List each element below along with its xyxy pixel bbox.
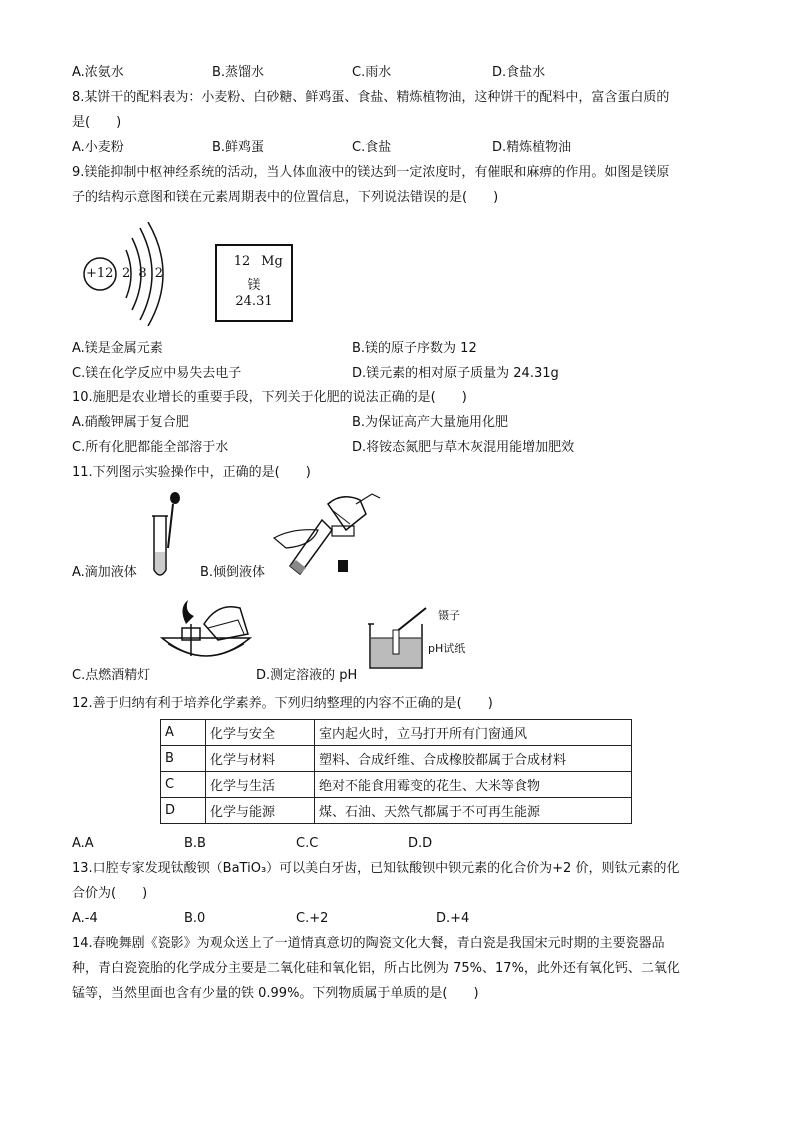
row-key: D bbox=[161, 798, 206, 824]
q13-option-c: C.+2 bbox=[296, 911, 329, 926]
q9-stem-line2: 子的结构示意图和镁在元素周期表中的位置信息，下列说法错误的是( ) bbox=[72, 190, 499, 205]
q14-stem-line3: 锰等，当然里面也含有少量的铁 0.99%。下列物质属于单质的是( ) bbox=[72, 986, 479, 1001]
q12-option-d: D.D bbox=[408, 836, 433, 851]
row-topic: 化学与生活 bbox=[206, 772, 315, 798]
ph-test-illustration bbox=[366, 604, 436, 670]
q9-option-c: C.镁在化学反应中易失去电子 bbox=[72, 366, 242, 381]
q12-option-b: B.B bbox=[184, 836, 206, 851]
row-content: 室内起火时，立马打开所有门窗通风 bbox=[315, 720, 632, 746]
q13-option-d: D.+4 bbox=[436, 911, 470, 926]
q13-option-b: B.0 bbox=[184, 911, 206, 926]
q9-option-d: D.镁元素的相对原子质量为 24.31g bbox=[352, 366, 559, 381]
q8-option-a: A.小麦粉 bbox=[72, 140, 124, 155]
dropper-test-tube-illustration bbox=[148, 490, 188, 582]
q7-option-d: D.食盐水 bbox=[492, 65, 546, 80]
periodic-table-cell bbox=[215, 244, 293, 322]
row-key: B bbox=[161, 746, 206, 772]
q8-stem-line2: 是( ) bbox=[72, 115, 122, 130]
q7-option-c: C.雨水 bbox=[352, 65, 392, 80]
pouring-liquid-illustration bbox=[272, 490, 384, 578]
q9-option-a: A.镁是金属元素 bbox=[72, 341, 163, 356]
row-key: A bbox=[161, 720, 206, 746]
cell-atomic-number: 12 bbox=[233, 254, 251, 269]
q12-summary-table bbox=[160, 719, 632, 824]
table-row bbox=[161, 772, 632, 798]
q9-stem-line1: 9.镁能抑制中枢神经系统的活动，当人体血液中的镁达到一定浓度时，有催眠和麻痹的作用。如图是镁原 bbox=[72, 165, 670, 180]
q7-option-a: A.浓氨水 bbox=[72, 65, 124, 80]
atom-nucleus-charge: +12 bbox=[86, 266, 114, 281]
q11-stem: 11.下列图示实验操作中，正确的是( ) bbox=[72, 465, 311, 480]
q14-stem-line1: 14.春晚舞剧《瓷影》为观众送上了一道情真意切的陶瓷文化大餐，青白瓷是我国宋元时期的主要瓷器品 bbox=[72, 936, 665, 951]
row-content: 塑料、合成纤维、合成橡胶都属于合成材料 bbox=[315, 746, 632, 772]
label-tweezers: 镊子 bbox=[438, 609, 460, 622]
q13-stem-line2: 合价为( ) bbox=[72, 886, 148, 901]
q10-option-b: B.为保证高产大量施用化肥 bbox=[352, 415, 509, 430]
q14-stem-line2: 种，青白瓷瓷胎的化学成分主要是二氧化硅和氧化铝，所占比例为 75%、17%，此外还有氧化钙、二氧化 bbox=[72, 961, 680, 976]
q8-stem-line1: 8.某饼干的配料表为：小麦粉、白砂糖、鲜鸡蛋、食盐、精炼植物油，这种饼干的配料中，富含蛋白质的 bbox=[72, 90, 670, 105]
q7-option-b: B.蒸馏水 bbox=[212, 65, 265, 80]
cell-symbol: Mg bbox=[261, 254, 283, 269]
table-row bbox=[161, 720, 632, 746]
q12-option-a: A.A bbox=[72, 836, 94, 851]
table-row bbox=[161, 798, 632, 824]
row-topic: 化学与能源 bbox=[206, 798, 315, 824]
row-content: 煤、石油、天然气都属于不可再生能源 bbox=[315, 798, 632, 824]
cell-atomic-mass: 24.31 bbox=[235, 294, 273, 309]
row-topic: 化学与材料 bbox=[206, 746, 315, 772]
label-ph-paper: pH试纸 bbox=[428, 642, 466, 655]
row-content: 绝对不能食用霉变的花生、大米等食物 bbox=[315, 772, 632, 798]
q12-option-c: C.C bbox=[296, 836, 319, 851]
q9-option-b: B.镁的原子序数为 12 bbox=[352, 341, 477, 356]
q10-stem: 10.施肥是农业增长的重要手段，下列关于化肥的说法正确的是( ) bbox=[72, 390, 467, 405]
q8-option-d: D.精炼植物油 bbox=[492, 140, 572, 155]
q8-option-b: B.鲜鸡蛋 bbox=[212, 140, 265, 155]
q8-option-c: C.食盐 bbox=[352, 140, 392, 155]
q13-stem-line1: 13.口腔专家发现钛酸钡（BaTiO₃）可以美白牙齿，已知钛酸钡中钡元素的化合价为+2 价，则钛元素的化 bbox=[72, 861, 680, 876]
q11-option-c: C.点燃酒精灯 bbox=[72, 668, 151, 683]
table-row bbox=[161, 746, 632, 772]
q11-option-b: B.倾倒液体 bbox=[200, 565, 266, 580]
alcohol-lamp-illustration bbox=[158, 594, 254, 666]
q10-option-a: A.硝酸钾属于复合肥 bbox=[72, 415, 189, 430]
q11-option-a: A.滴加液体 bbox=[72, 565, 137, 580]
q12-stem: 12.善于归纳有利于培养化学素养。下列归纳整理的内容不正确的是( ) bbox=[72, 696, 493, 711]
q13-option-a: A.-4 bbox=[72, 911, 98, 926]
row-key: C bbox=[161, 772, 206, 798]
atom-electron-shells: 2 8 2 bbox=[122, 266, 164, 281]
row-topic: 化学与安全 bbox=[206, 720, 315, 746]
q11-option-d: D.测定溶液的 pH bbox=[256, 668, 358, 683]
q10-option-c: C.所有化肥都能全部溶于水 bbox=[72, 440, 229, 455]
q10-option-d: D.将铵态氮肥与草木灰混用能增加肥效 bbox=[352, 440, 575, 455]
cell-element-name: 镁 bbox=[247, 278, 261, 293]
